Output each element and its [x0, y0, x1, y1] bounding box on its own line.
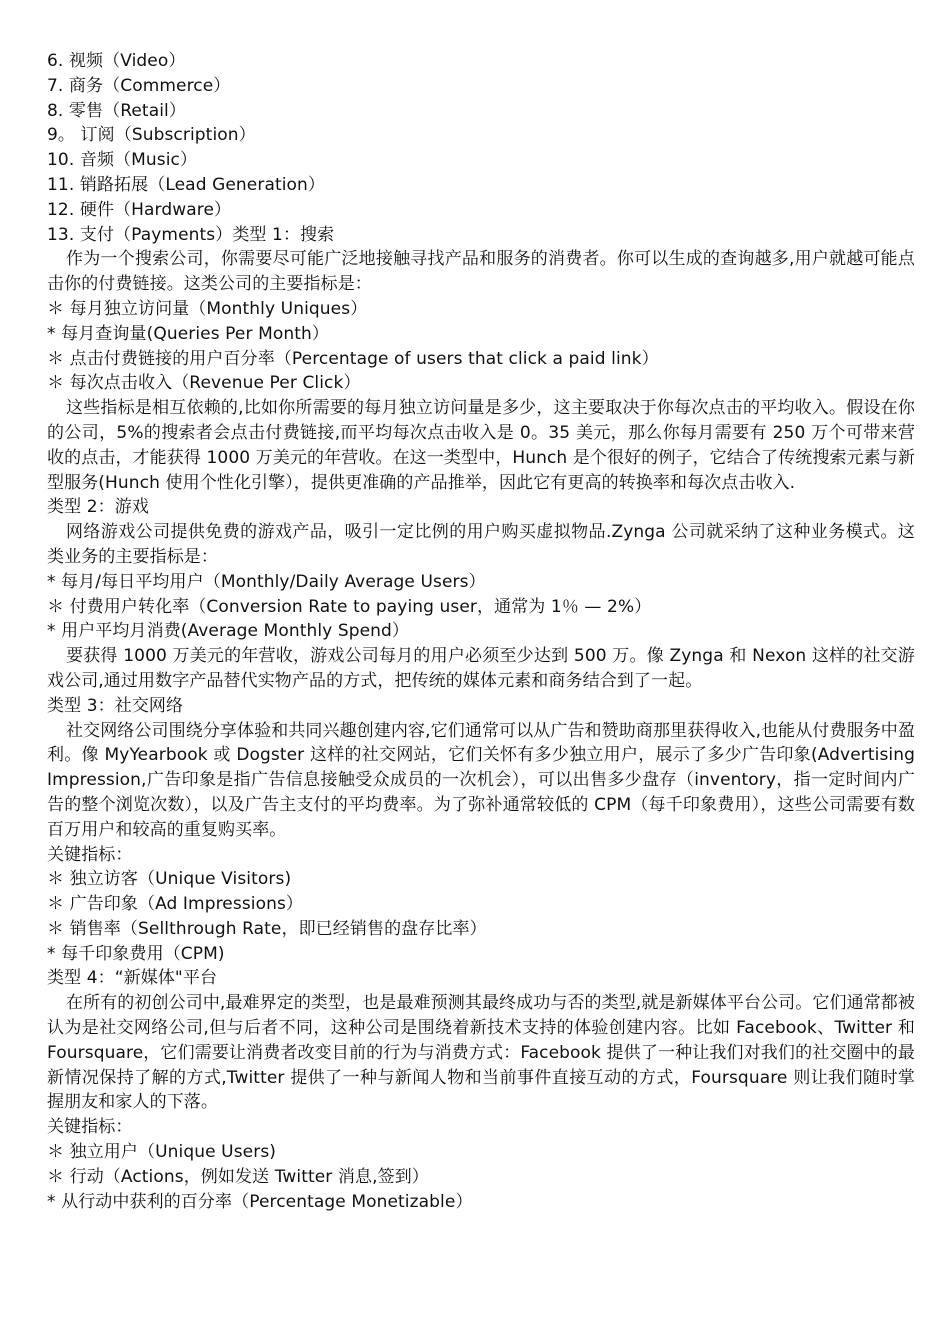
newmedia-metric: * 从行动中获利的百分率（Percentage Monetizable） [47, 1191, 473, 1212]
list-item: 8. 零售（Retail） [47, 100, 186, 121]
search-metric: ＊ 点击付费链接的用户百分率（Percentage of users that click a paid link） [47, 348, 659, 369]
social-metrics-label: 关键指标： [47, 844, 133, 865]
social-metric: * 每千印象费用（CPM) [47, 943, 225, 964]
social-body-paragraph: 社交网络公司围绕分享体验和共同兴趣创建内容,它们通常可以从广告和赞助商那里获得收入,也能从付费服务中盈利。像 MyYearbook 或 Dogster 这样的社交网站，它们关怀有多少独立用户，展示了多少广告印象(Advertising Impression,广告印象是指广告信息接触受众成员的一次机会），可以出售多少盘存（inventory，指一定时间内广告的整个浏览次数），以及广告主支付的平均费率。为了弥补通常较低的 CPM（每千印象费用），这些公司需要有数百万用户和较高的重复购买率。 [47, 720, 915, 840]
social-metric: ＊ 独立访客（Unique Visitors) [47, 869, 292, 890]
list-item: 10. 音频（Music） [47, 150, 198, 171]
social-heading: 类型 3：社交网络 [47, 695, 184, 716]
games-heading: 类型 2：游戏 [47, 497, 149, 518]
list-item: 9。 订阅（Subscription） [47, 125, 256, 146]
search-intro-paragraph: 作为一个搜索公司，你需要尽可能广泛地接触寻找产品和服务的消费者。你可以生成的查询越多,用户就越可能点击你的付费链接。这类公司的主要指标是： [47, 249, 915, 295]
search-metric: ＊ 每月独立访问量（Monthly Uniques） [47, 298, 368, 319]
newmedia-metric: ＊ 独立用户（Unique Users) [47, 1142, 277, 1163]
games-metric: ＊ 付费用户转化率（Conversion Rate to paying user，通常为 1％ — 2%） [47, 596, 652, 617]
newmedia-body-paragraph: 在所有的初创公司中,最难界定的类型，也是最难预测其最终成功与否的类型,就是新媒体平台公司。它们通常都被认为是社交网络公司,但与后者不同，这种公司是围绕着新技术支持的体验创建内容。比如 Facebook、Twitter 和 Foursquare，它们需要让消费者改变目前的行为与消费方式：Facebook 提供了一种让我们对我们的社交圈中的最新情况保持了解的方式,Twitter 提供了一种与新闻人物和当前事件直接互动的方式，Foursquare 则让我们随时掌握朋友和家人的下落。 [47, 993, 915, 1113]
search-body-paragraph: 这些指标是相互依赖的,比如你所需要的每月独立访问量是多少，这主要取决于你每次点击的平均收入。假设在你的公司，5%的搜索者会点击付费链接,而平均每次点击收入是 0。35 美元，那么你每月需要有 250 万个可带来营收的点击，才能获得 1000 万美元的年营收。在这一类型中，Hunch 是个很好的例子，它结合了传统搜索元素与新型服务(Hunch 使用个性化引擎），提供更准确的产品推举，因此它有更高的转换率和每次点击收入. [47, 398, 915, 493]
list-item: 12. 硬件（Hardware） [47, 199, 232, 220]
list-item: 11. 销路拓展（Lead Generation） [47, 174, 326, 195]
social-metric: ＊ 销售率（Sellthrough Rate，即已经销售的盘存比率） [47, 918, 487, 939]
list-item: 7. 商务（Commerce） [47, 75, 231, 96]
games-intro-paragraph: 网络游戏公司提供免费的游戏产品，吸引一定比例的用户购买虚拟物品.Zynga 公司就采纳了这种业务模式。这类业务的主要指标是： [47, 522, 915, 567]
games-metric: * 用户平均月消费(Average Monthly Spend） [47, 621, 410, 642]
games-body-paragraph: 要获得 1000 万美元的年营收，游戏公司每月的用户必须至少达到 500 万。像 Zynga 和 Nexon 这样的社交游戏公司,通过用数字产品替代实物产品的方式，把传统的媒体元素和商务结合到了一起。 [47, 646, 915, 691]
newmedia-metrics-label: 关键指标： [47, 1117, 133, 1138]
search-metric: * 每月查询量(Queries Per Month） [47, 323, 329, 344]
list-item: 6. 视频（Video） [47, 51, 186, 71]
social-metric: ＊ 广告印象（Ad Impressions） [47, 894, 304, 915]
newmedia-heading: 类型 4：“新媒体"平台 [47, 968, 218, 989]
newmedia-metric: ＊ 行动（Actions，例如发送 Twitter 消息,签到） [47, 1166, 429, 1187]
games-metric: * 每月/每日平均用户（Monthly/Daily Average Users） [47, 571, 486, 592]
document-page [47, 49, 915, 1214]
list-item: 13. 支付（Payments）类型 1：搜索 [47, 224, 335, 245]
search-metric: ＊ 每次点击收入（Revenue Per Click） [47, 373, 361, 394]
